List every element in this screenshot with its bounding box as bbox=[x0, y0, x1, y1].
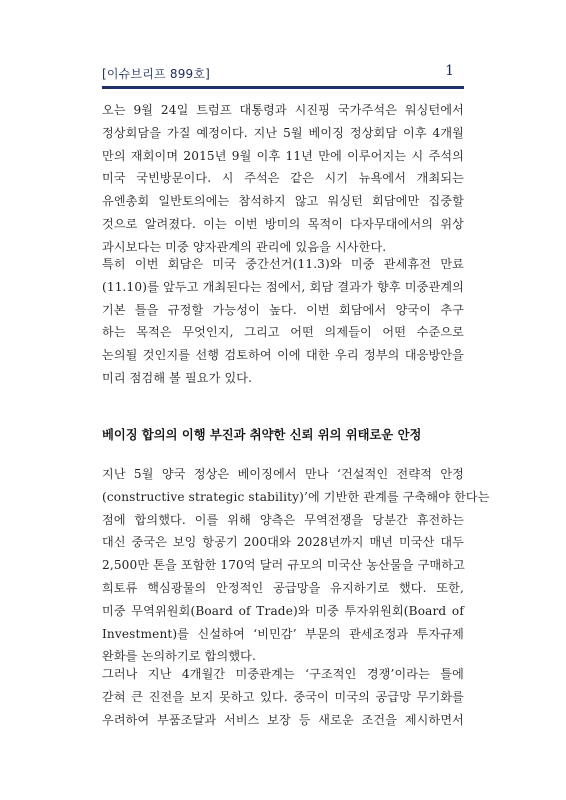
issue-brief-title: [이슈브리프 899호] bbox=[102, 67, 211, 81]
header-divider bbox=[102, 86, 464, 89]
paragraph-line: 특히 이번 회담은 미국 중간선거(11.3)와 미중 관세휴전 만료 bbox=[102, 257, 464, 271]
paragraph-line: 만의 재회이며 2015년 9월 이후 11년 만에 이루어지는 시 주석의 bbox=[102, 148, 464, 163]
paragraph-1 bbox=[102, 99, 464, 259]
paragraph-3 bbox=[102, 463, 490, 668]
paragraph-2 bbox=[102, 253, 464, 390]
paragraph-line: 하는 목적은 무엇인지, 그리고 어떤 의제들이 어떤 수준으로 bbox=[102, 325, 464, 340]
paragraph-line: 갇혀 큰 진전을 보지 못하고 있다. 중국이 미국의 공급망 무기화를 bbox=[102, 689, 464, 704]
page-number: 1 bbox=[445, 63, 454, 79]
paragraph-4 bbox=[102, 663, 464, 731]
paragraph-line: 희토류 핵심광물의 안정적인 공급망을 유지하기로 했다. 또한, bbox=[102, 580, 464, 595]
paragraph-line: 그러나 지난 4개월간 미중관계는 ‘구조적인 경쟁’이라는 틀에 bbox=[102, 667, 464, 681]
paragraph-line: 오는 9월 24일 트럼프 대통령과 시진핑 국가주석은 워싱턴에서 bbox=[102, 103, 464, 117]
paragraph-line: 우려하여 부품조달과 서비스 보장 등 새로운 조건을 제시하면서 bbox=[102, 712, 464, 727]
paragraph-line: 정상회담을 가질 예정이다. 지난 5월 베이징 정상회담 이후 4개월 bbox=[102, 125, 464, 140]
paragraph-line: 2,500만 톤을 포함한 170억 달러 규모의 미국산 농산물을 구매하고 bbox=[102, 558, 466, 573]
paragraph-line: 미리 점검해 볼 필요가 있다. bbox=[102, 370, 253, 385]
paragraph-line: 과시보다는 미중 양자관계의 관리에 있음을 시사한다. bbox=[102, 239, 387, 254]
paragraph-line: 미국 국빈방문이다. 시 주석은 같은 시기 뉴욕에서 개최되는 bbox=[102, 171, 464, 186]
paragraph-line: 완화를 논의하기로 합의했다. bbox=[102, 649, 256, 664]
paragraph-line: 점에 합의했다. 이를 위해 양측은 무역전쟁을 당분간 휴전하는 bbox=[102, 512, 464, 527]
paragraph-line: (11.10)를 앞두고 개최된다는 점에서, 회담 결과가 향후 미중관계의 bbox=[102, 279, 464, 294]
paragraph-line: (constructive strategic stability)’에 기반한 관계를 구축해야 한다는 bbox=[102, 489, 490, 504]
paragraph-line: 지난 5월 양국 정상은 베이징에서 만나 ‘건설적인 전략적 안정 bbox=[102, 467, 464, 481]
paragraph-line: 미중 무역위원회(Board of Trade)와 미중 투자위원회(Board of bbox=[102, 603, 464, 618]
paragraph-line: 기본 틀을 규정할 가능성이 높다. 이번 회담에서 양국이 추구 bbox=[102, 302, 464, 317]
section-heading: 베이징 합의의 이행 부진과 취약한 신뢰 위의 위태로운 안정 bbox=[102, 428, 422, 442]
paragraph-line: 논의될 것인지를 선행 검토하여 이에 대한 우리 정부의 대응방안을 bbox=[102, 348, 464, 363]
paragraph-line: 대신 중국은 보잉 항공기 200대와 2028년까지 매년 미국산 대두 bbox=[102, 535, 464, 550]
paragraph-line: Investment)를 신설하여 ‘비민감’ 부문의 관세조정과 투자규제 bbox=[102, 626, 464, 641]
paragraph-line: 유엔총회 일반토의에는 참석하지 않고 워싱턴 회담에만 집중할 bbox=[102, 194, 464, 209]
paragraph-line: 것으로 알려졌다. 이는 이번 방미의 목적이 다자무대에서의 위상 bbox=[102, 216, 464, 231]
page-header bbox=[102, 62, 464, 84]
